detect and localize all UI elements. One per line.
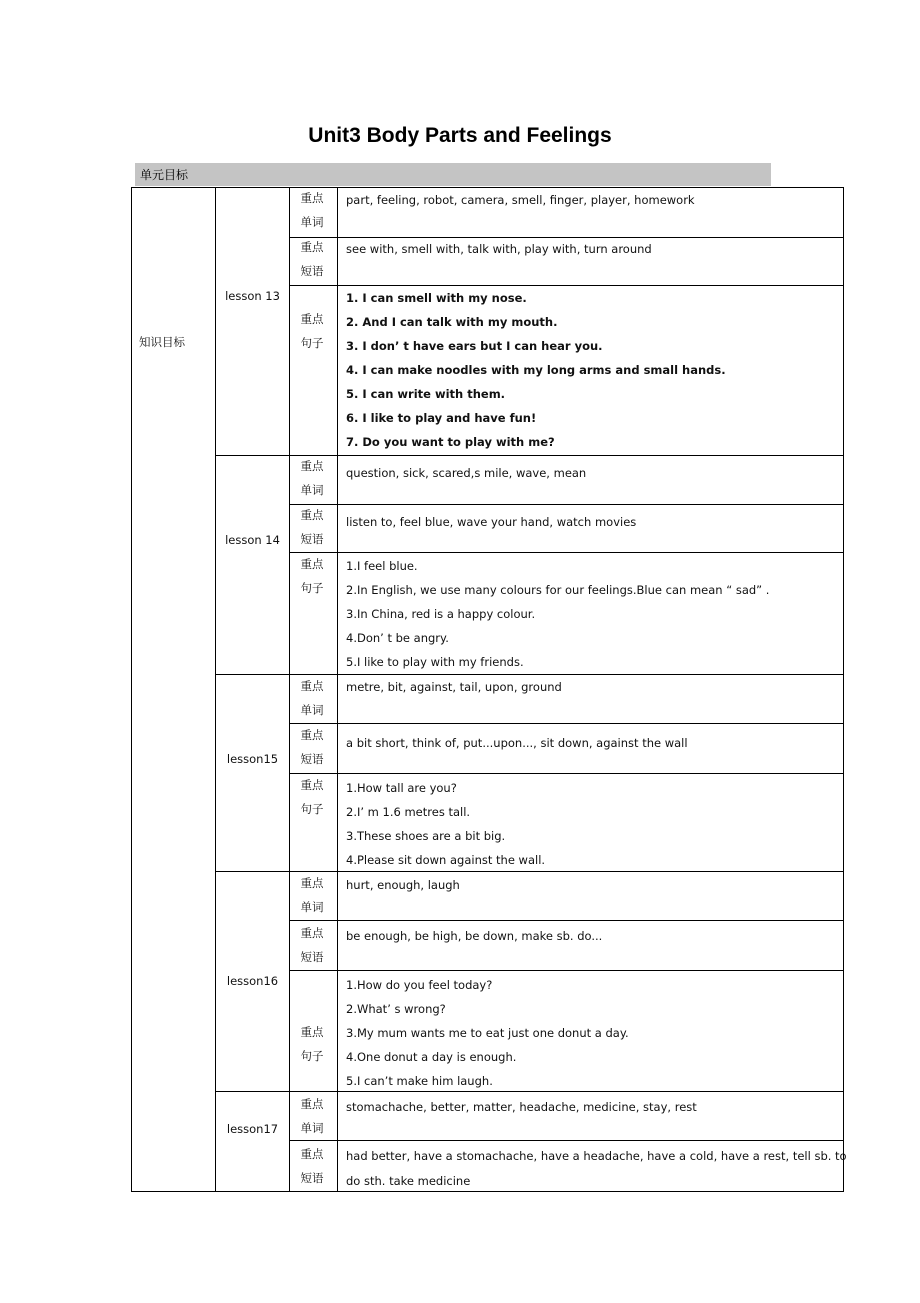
objectives-table bbox=[131, 187, 847, 1192]
sentence-line: 4.Don’ t be angry. bbox=[346, 631, 449, 645]
sentence-line: 3.These shoes are a bit big. bbox=[346, 829, 506, 843]
lesson-name-16: lesson16 bbox=[226, 974, 279, 988]
words-category: 重点 单词 bbox=[300, 679, 324, 717]
sentence-line: 3. I don’ t have ears but I can hear you. bbox=[346, 339, 603, 353]
key-sentences bbox=[346, 286, 726, 454]
key-words: stomachache, better, matter, headache, medicine, stay, rest bbox=[346, 1100, 697, 1114]
sentence-line: 2. And I can talk with my mouth. bbox=[346, 315, 558, 329]
sentences-category: 重点 句子 bbox=[300, 1025, 324, 1063]
sentence-line: 2.What’ s wrong? bbox=[346, 1002, 446, 1016]
document-title: Unit3 Body Parts and Feelings bbox=[308, 124, 612, 147]
sentence-line: 2.In English, we use many colours for our feelings.Blue can mean “ sad” . bbox=[346, 583, 770, 597]
sentence-line: 1.How tall are you? bbox=[346, 781, 457, 795]
sentence-line: 5.I like to play with my friends. bbox=[346, 655, 524, 669]
sentences-category: 重点 句子 bbox=[300, 778, 324, 816]
sentence-line: 5. I can write with them. bbox=[346, 387, 506, 401]
phrases-category: 重点 短语 bbox=[300, 1147, 324, 1185]
key-sentences bbox=[346, 776, 545, 872]
sentences-category: 重点 句子 bbox=[300, 557, 324, 595]
key-words: part, feeling, robot, camera, smell, finger, player, homework bbox=[346, 193, 695, 207]
sentence-line: 7. Do you want to play with me? bbox=[346, 435, 555, 449]
key-words: hurt, enough, laugh bbox=[346, 878, 460, 892]
sentence-line: 4.One donut a day is enough. bbox=[346, 1050, 517, 1064]
words-category: 重点 单词 bbox=[300, 1097, 324, 1135]
words-category: 重点 单词 bbox=[300, 876, 324, 914]
sentence-line: 2.I’ m 1.6 metres tall. bbox=[346, 805, 471, 819]
words-category: 重点 单词 bbox=[300, 191, 324, 229]
key-phrases: see with, smell with, talk with, play with, turn around bbox=[346, 242, 652, 256]
key-phrases: listen to, feel blue, wave your hand, watch movies bbox=[346, 515, 637, 529]
key-sentences bbox=[346, 973, 629, 1093]
sentence-line: 1. I can smell with my nose. bbox=[346, 291, 527, 305]
sentence-line: 4.Please sit down against the wall. bbox=[346, 853, 546, 867]
section-header-label: 单元目标 bbox=[140, 168, 189, 182]
sentence-line: 1.I feel blue. bbox=[346, 559, 418, 573]
sentence-line: 3.In China, red is a happy colour. bbox=[346, 607, 536, 621]
key-phrases: a bit short, think of, put...upon..., sit down, against the wall bbox=[346, 736, 688, 750]
words-category: 重点 单词 bbox=[300, 459, 324, 497]
sentence-line: 5.I can’t make him laugh. bbox=[346, 1074, 493, 1088]
lesson-name-15: lesson15 bbox=[226, 752, 279, 766]
key-words: question, sick, scared,s mile, wave, mean bbox=[346, 466, 587, 480]
sentence-line: 4. I can make noodles with my long arms and small hands. bbox=[346, 363, 726, 377]
sentence-line: 3.My mum wants me to eat just one donut a day. bbox=[346, 1026, 629, 1040]
goal-label: 知识目标 bbox=[139, 335, 185, 349]
key-phrases: be enough, be high, be down, make sb. do... bbox=[346, 929, 603, 943]
sentence-line: 1.How do you feel today? bbox=[346, 978, 493, 992]
lesson-name-14: lesson 14 bbox=[225, 533, 280, 547]
key-phrases bbox=[346, 1144, 847, 1194]
lesson-name-13: lesson 13 bbox=[225, 289, 280, 303]
key-words: metre, bit, against, tail, upon, ground bbox=[346, 680, 562, 694]
key-sentences bbox=[346, 554, 769, 674]
lesson-name-17: lesson17 bbox=[226, 1122, 279, 1136]
section-header-bar bbox=[135, 163, 771, 186]
phrases-category: 重点 短语 bbox=[300, 240, 324, 278]
phrase-line: do sth. take medicine bbox=[346, 1174, 471, 1188]
phrases-category: 重点 短语 bbox=[300, 508, 324, 546]
sentences-category: 重点 句子 bbox=[300, 312, 324, 350]
sentence-line: 6. I like to play and have fun! bbox=[346, 411, 537, 425]
phrase-line: had better, have a stomachache, have a headache, have a cold, have a rest, tell sb. to bbox=[346, 1149, 847, 1163]
phrases-category: 重点 短语 bbox=[300, 728, 324, 766]
phrases-category: 重点 短语 bbox=[300, 926, 324, 964]
